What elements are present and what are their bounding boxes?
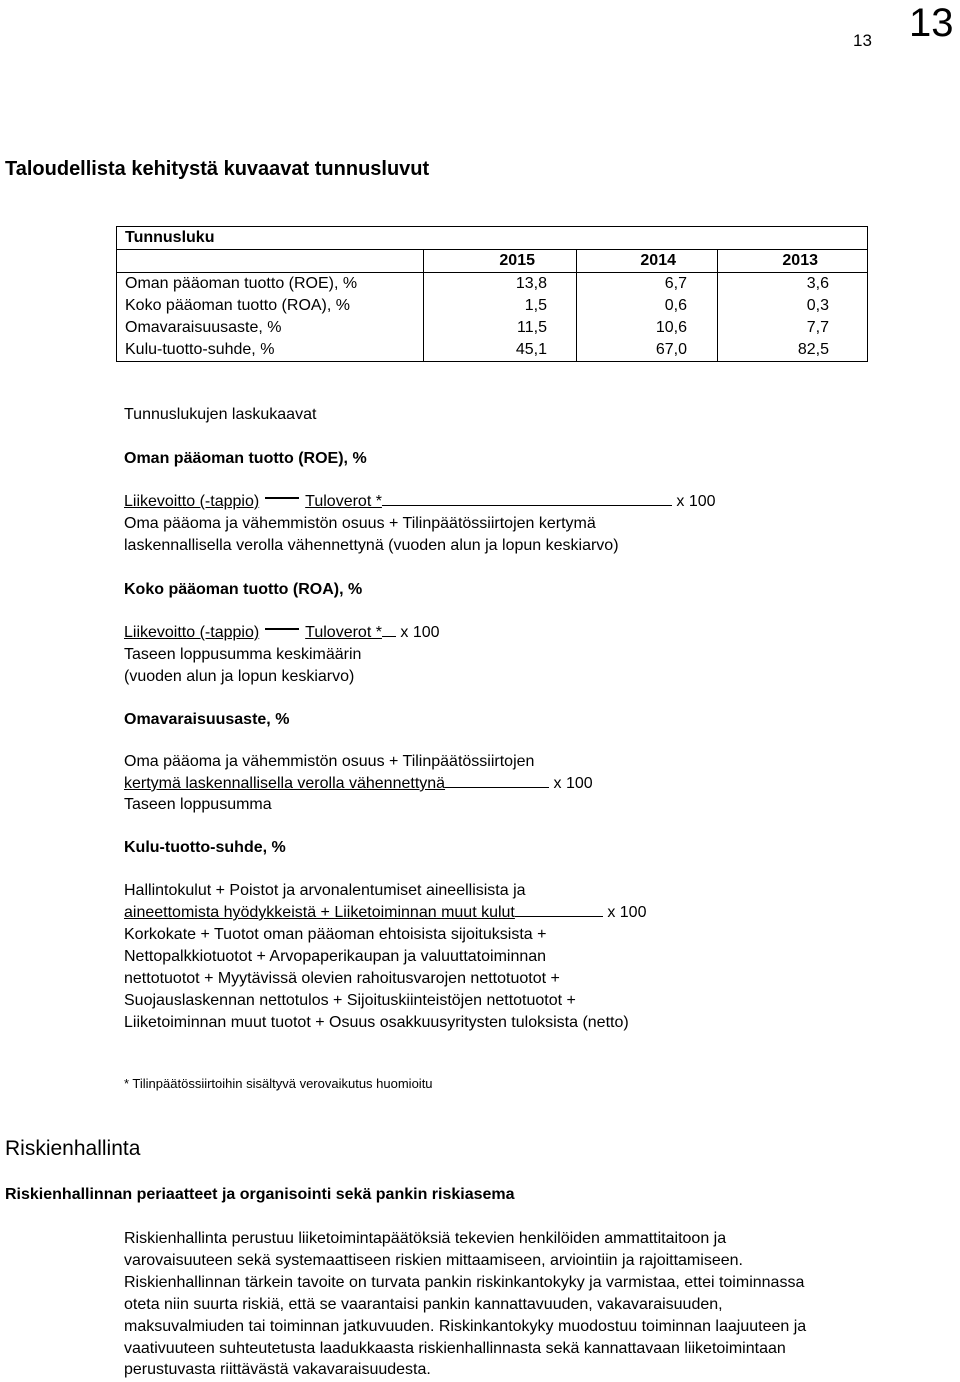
risk-body-line: varovaisuuteen sekä systemaattiseen riskien mittaamiseen, arviointiin ja rajoittamiseen. [124,1252,743,1269]
roe-title: Oman pääoman tuotto (ROE), % [124,450,367,467]
formulas-heading: Tunnuslukujen laskukaavat [124,406,317,423]
footnote: * Tilinpäätössiirtoihin sisältyvä verovaikutus huomioitu [124,1076,433,1091]
cell-value: 13,8 [515,275,547,292]
risk-body-line: vaativuuteen suhteutetusta laadukkaasta riskienhallinnasta sekä kannattavaan liiketoimintaan [124,1340,786,1357]
cell-value: 0,6 [664,297,687,314]
minus-sign [265,628,299,630]
cost-income-numerator-2-text: aineettomista hyödykkeistä + Liiketoiminnan muut kulut [124,904,515,921]
cell-value: 82,5 [797,341,829,358]
cost-income-numerator-1: Hallintokulut + Poistot ja arvonalentumiset aineellisista ja [124,882,526,899]
roe-denominator-2: laskennallisella verolla vähennettynä (vuoden alun ja lopun keskiarvo) [124,537,619,554]
fraction-line [382,504,672,506]
risk-body-line: Riskienhallinta perustuu liiketoimintapäätöksiä tekevien henkilöiden ammattitaitoon ja [124,1230,727,1247]
fraction-line [515,915,603,917]
risk-body-line: perustuvasta riittävästä vakavaraisuudesta. [124,1361,431,1378]
risk-subheading: Riskienhallinnan periaatteet ja organisointi sekä pankin riskiasema [5,1186,515,1203]
cell-value: 3,6 [806,275,829,292]
fraction-line [445,786,549,788]
year-header: 2015 [499,252,535,269]
equity-multiplier: x 100 [553,775,593,792]
row-label: Oman pääoman tuotto (ROE), % [125,275,358,292]
year-header: 2013 [782,252,818,269]
roa-denominator-2: (vuoden alun ja lopun keskiarvo) [124,668,355,685]
cost-income-title: Kulu-tuotto-suhde, % [124,839,286,856]
row-label: Koko pääoman tuotto (ROA), % [125,297,350,314]
equity-numerator-2-text: kertymä laskennallisella verolla vähennettynä [124,775,446,792]
roe-multiplier: x 100 [676,493,716,510]
page-number-small: 13 [853,31,872,50]
cost-income-numerator-2 [124,904,646,922]
equity-numerator-1: Oma pääoma ja vähemmistön osuus + Tilinpäätössiirtojen [124,753,535,770]
fraction-line [382,635,396,637]
roa-numerator [124,624,440,642]
risk-body-line: Riskienhallinnan tärkein tavoite on turvata pankin riskinkantokyky ja varmistaa, ettei toiminnassa [124,1274,805,1291]
roe-numerator [124,493,716,511]
roa-title: Koko pääoman tuotto (ROA), % [124,581,363,598]
roa-denominator-1: Taseen loppusumma keskimäärin [124,646,362,663]
risk-body-line: maksuvalmiuden tai toiminnan jatkuvuuden. Riskinkantokyky muodostuu toiminnan laajuuteen ja [124,1318,807,1335]
cell-value: 1,5 [524,297,547,314]
cost-income-denominator-line: Liiketoiminnan muut tuotot + Osuus osakkuusyritysten tuloksista (netto) [124,1014,629,1031]
cost-income-multiplier: x 100 [607,904,647,921]
roe-numerator-b: Tuloverot * [305,493,382,510]
row-label: Kulu-tuotto-suhde, % [125,341,275,358]
table-divider [117,249,867,250]
equity-ratio-title: Omavaraisuusaste, % [124,711,290,728]
cell-value: 6,7 [664,275,687,292]
year-header: 2014 [640,252,676,269]
cell-value: 0,3 [806,297,829,314]
cell-value: 11,5 [517,319,547,336]
roe-numerator-a: Liikevoitto (-tappio) [124,493,260,510]
equity-denominator: Taseen loppusumma [124,796,272,813]
roe-denominator-1: Oma pääoma ja vähemmistön osuus + Tilinpäätössiirtojen kertymä [124,515,596,532]
cost-income-denominator-line: Suojauslaskennan nettotulos + Sijoituskiinteistöjen nettotuotot + [124,992,576,1009]
roa-numerator-b: Tuloverot * [305,624,382,641]
table-caption: Tunnusluku [125,229,215,246]
cell-value: 67,0 [655,341,687,358]
cell-value: 10,6 [655,319,687,336]
cost-income-denominator-line: Korkokate + Tuotot oman pääoman ehtoisista sijoituksista + [124,926,547,943]
roa-numerator-a: Liikevoitto (-tappio) [124,624,260,641]
minus-sign [265,497,299,499]
page-title: Taloudellista kehitystä kuvaavat tunnusluvut [5,158,430,180]
cell-value: 45,1 [515,341,547,358]
risk-heading: Riskienhallinta [5,1137,141,1160]
roa-multiplier: x 100 [400,624,440,641]
cell-value: 7,7 [806,319,829,336]
page-number-large: 13 [909,1,954,45]
row-label: Omavaraisuusaste, % [125,319,282,336]
risk-body-line: oteta niin suurta riskiä, että se vaarantaisi pankin kannattavuuden, vakavaraisuuden, [124,1296,723,1313]
cost-income-denominator-line: nettotuotot + Myytävissä olevien rahoitusvarojen nettotuotot + [124,970,560,987]
cost-income-denominator-line: Nettopalkkiotuotot + Arvopaperikaupan ja valuuttatoiminnan [124,948,547,965]
kpi-table [116,226,868,362]
equity-numerator-2 [124,775,593,793]
